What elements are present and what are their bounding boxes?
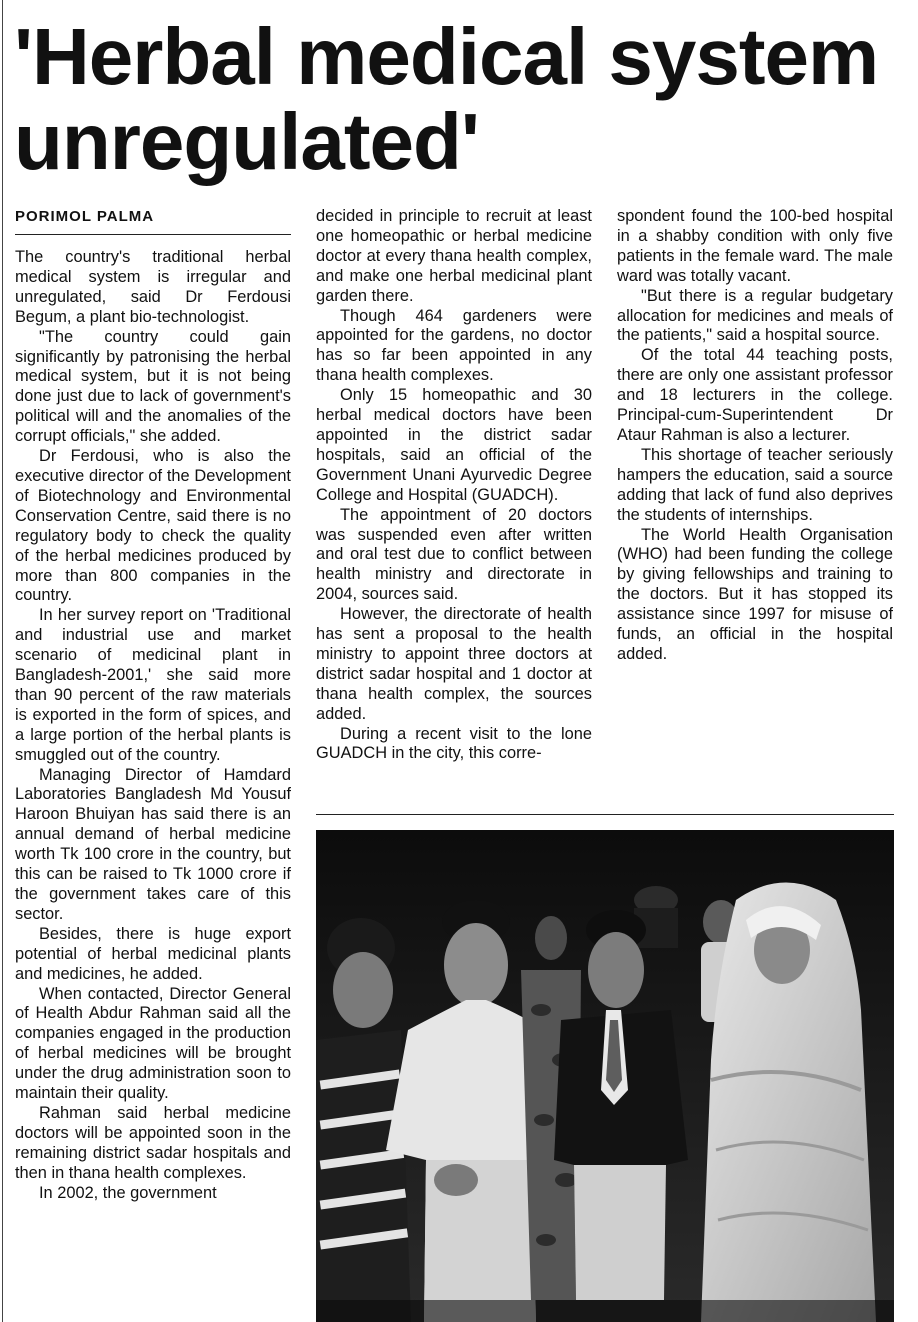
column-1 bbox=[15, 248, 291, 1318]
byline-rule bbox=[15, 234, 291, 235]
paragraph-10: Though 464 gardeners were appointed for the gardens, no doctor has so far been appointed in any thana health complexes. bbox=[316, 306, 592, 385]
page-left-rule bbox=[2, 0, 3, 1322]
headline bbox=[14, 14, 909, 184]
paragraph-17: This shortage of teacher seriously hampers the education, said a source adding that lack of fund also deprives the students of internships. bbox=[617, 445, 893, 524]
paragraph-12: The appointment of 20 doctors was suspended even after written and oral test due to conflict between health ministry and directorate in 2004, sources said. bbox=[316, 505, 592, 604]
paragraph-15: "But there is a regular budgetary allocation for medicines and meals of the patients," said a hospital source. bbox=[617, 286, 893, 345]
paragraph-9-end: decided in principle to recruit at least one homeopathic or herbal medicine doctor at every thana health complex, and make one herbal medicinal plant garden there. bbox=[316, 207, 592, 305]
column-3 bbox=[617, 207, 893, 803]
paragraph-18: The World Health Organisation (WHO) had been funding the college by giving fellowships and training to the doctors. But it has stopped its assistance since 1997 for misuse of funds, an official in the hospital added. bbox=[617, 525, 893, 663]
column-2 bbox=[316, 207, 592, 803]
paragraph-3: Dr Ferdousi, who is also the executive director of the Development of Biotechnology and Environmental Conservation Centre, said there is no regulatory body to check the quality of the herbal medicines produced by more than 800 companies in the country. bbox=[15, 447, 291, 605]
headline-line-2: unregulated' bbox=[14, 97, 479, 186]
paragraph-2: "The country could gain significantly by patronising the herbal medical system, but it is not being done just due to lack of government's political will and the anomalies of the corrupt officials," she added. bbox=[15, 327, 291, 446]
photo-illustration bbox=[316, 830, 894, 1322]
news-photo bbox=[316, 830, 894, 1322]
paragraph-5: Managing Director of Hamdard Laboratories Bangladesh Md Yousuf Haroon Bhuiyan has said there is an annual demand of herbal medicine worth Tk 100 crore in the country, but this can be raised to Tk 1000 crore if the government takes care of this sector. bbox=[15, 765, 291, 923]
paragraph-8: Rahman said herbal medicine doctors will be appointed soon in the remaining district sadar hospitals and then in thana health complexes. bbox=[15, 1103, 291, 1182]
paragraph-16: Of the total 44 teaching posts, there are only one assistant professor and 18 lecturers in the college. Principal-cum-Superintendent Dr Ataur Rahman is also a lecturer. bbox=[617, 346, 893, 444]
paragraph-11: Only 15 homeopathic and 30 herbal medical doctors have been appointed in the district sadar hospitals, said an official of the Government Unani Ayurvedic Degree College and Hospital (GUADCH). bbox=[316, 386, 592, 504]
paragraph-1: The country's traditional herbal medical system is irregular and unregulated, said Dr Ferdousi Begum, a plant bio-technologist. bbox=[15, 248, 291, 326]
paragraph-4: In her survey report on 'Traditional and industrial use and market scenario of medicinal plant in Bangladesh-2001,' she said more than 90 percent of the raw materials is exported in the form of spices, and a large portion of the herbal plants is smuggled out of the country. bbox=[15, 606, 291, 764]
byline: PORIMOL PALMA bbox=[15, 208, 155, 225]
paragraph-7: When contacted, Director General of Health Abdur Rahman said all the companies engaged in the production of herbal medicines will be brought under the drug administration soon to maintain their quality. bbox=[15, 984, 291, 1103]
paragraph-14-start: During a recent visit to the lone GUADCH in the city, this corre- bbox=[316, 724, 592, 763]
paragraph-13: However, the directorate of health has sent a proposal to the health ministry to appoint three doctors at district sadar hospital and 1 doctor at thana health complex, the sources added. bbox=[316, 605, 592, 723]
headline-line-1: 'Herbal medical system bbox=[14, 12, 879, 101]
paragraph-14-end: spondent found the 100-bed hospital in a shabby condition with only five patients in the female ward. The male ward was totally vacant. bbox=[617, 207, 893, 285]
paragraph-9-start: In 2002, the government bbox=[39, 1183, 217, 1202]
paragraph-6: Besides, there is huge export potential of herbal medicinal plants and medicines, he added. bbox=[15, 924, 291, 983]
photo-top-rule bbox=[316, 814, 894, 815]
